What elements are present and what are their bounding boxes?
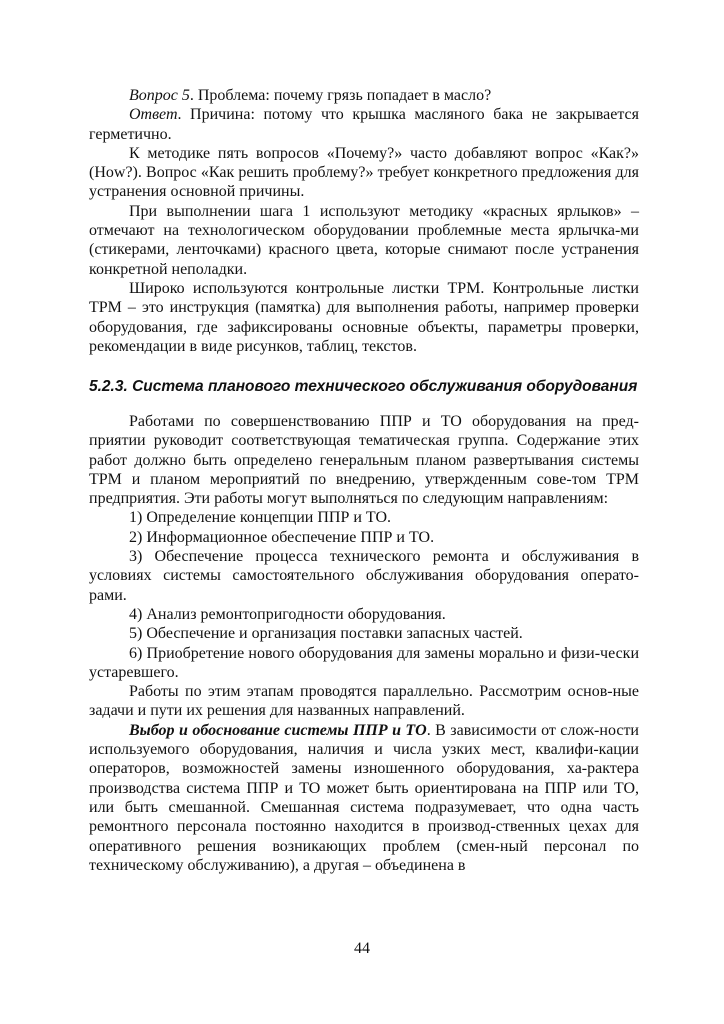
list-item: 5) Обеспечение и организация поставки запасных частей. bbox=[129, 625, 523, 643]
paragraph-choice bbox=[89, 721, 639, 875]
choice-label: Выбор и обоснование системы ППР и ТО bbox=[129, 721, 427, 739]
list-item: 4) Анализ ремонтопригодности оборудования. bbox=[129, 605, 446, 623]
choice-text: . В зависимости от слож-ности используемого оборудования, наличия и числа узких мест, квалифи-кации операторов, возможностей замены изношенного оборудования, ха-рактера производства система ППР и ТО может быть ориентирована на ППР или ТО, или быть смешанной. Смешанная система подразумевает, что одна часть ремонтного персонала постоянно находится в производ-ственных цехах для оперативного решения возникающих проблем (смен-ный персонал по техническому обслуживанию), а другая – объединена в bbox=[89, 721, 639, 874]
text-block-top bbox=[89, 86, 639, 356]
list-item: 2) Информационное обеспечение ППР и ТО. bbox=[129, 528, 435, 546]
paragraph-question-5 bbox=[89, 86, 639, 105]
paragraph-red-tags: При выполнении шага 1 используют методику «красных ярлыков» – отмечают на технологическом оборудовании проблемные места ярлычка-ми (стикерами, ленточками) красного цвета, которые снимают после устранения конкретной неполадки. bbox=[89, 202, 639, 278]
question-label: Вопрос 5 bbox=[129, 87, 190, 104]
page-number: 44 bbox=[354, 940, 370, 957]
list-item: 3) Обеспечение процесса технического ремонта и обслуживания в условиях системы самостоятельного обслуживания оборудования операто-рами. bbox=[89, 548, 639, 604]
paragraph-answer bbox=[89, 105, 639, 144]
question-text: . Проблема: почему грязь попадает в масло? bbox=[189, 87, 492, 104]
paragraph-parallel: Работы по этим этапам проводятся параллельно. Рассмотрим основ-ные задачи и пути их решения для названных направлений. bbox=[89, 683, 639, 720]
list-item: 6) Приобретение нового оборудования для замены морально и физи-чески устаревшего. bbox=[89, 644, 639, 681]
paragraph-how: К методике пять вопросов «Почему?» часто добавляют вопрос «Как?» (How?). Вопрос «Как решить проблему?» требует конкретного предложения для устранения основной причины. bbox=[89, 144, 639, 201]
answer-text: . Причина: потому что крышка масляного бака не закрывается герметично. bbox=[89, 106, 639, 143]
answer-label: Ответ bbox=[129, 106, 178, 124]
paragraph-intro: Работами по совершенствованию ППР и ТО оборудования на пред-приятии руководит соответствующая тематическая группа. Содержание этих работ должно быть определено генеральным планом развертывания системы ТРМ и планом мероприятий по внедрению, утвержденным сове-том ТРМ предприятия. Эти работы могут выполняться по следующим направлениям: bbox=[89, 413, 639, 508]
text-block-bottom bbox=[89, 412, 639, 875]
section-heading: 5.2.3. Система планового технического обслуживания оборудования bbox=[89, 378, 638, 395]
paragraph-checklists: Широко используются контрольные листки ТРМ. Контрольные листки ТРМ – это инструкция (памятка) для выполнения работы, например проверки оборудования, где зафиксированы основные объекты, параметры проверки, рекомендации в виде рисунков, таблиц, текстов. bbox=[89, 279, 639, 355]
list-item: 1) Определение концепции ППР и ТО. bbox=[129, 509, 392, 527]
